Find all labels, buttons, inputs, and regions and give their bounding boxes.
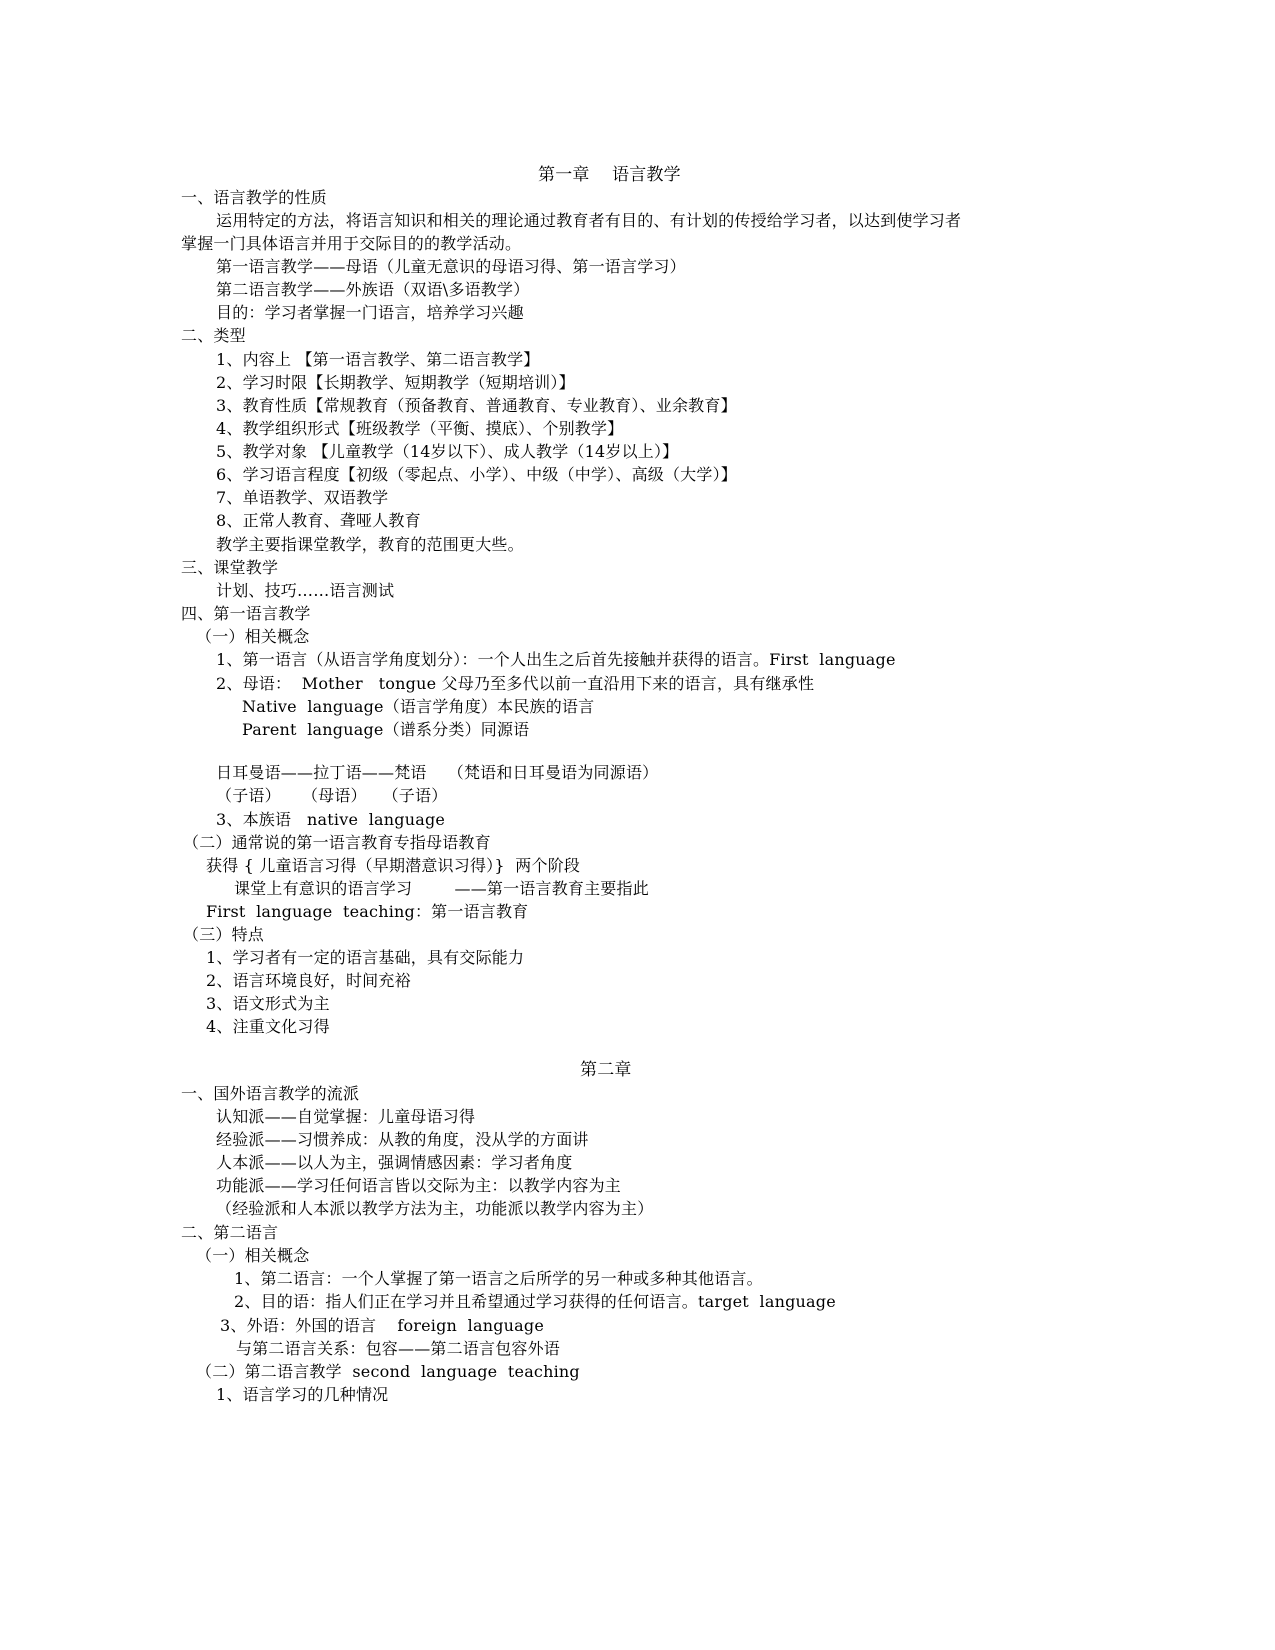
text-line: 课堂上有意识的语言学习 ——第一语言教育主要指此	[234, 879, 649, 898]
list-item: 5、教学对象 【儿童教学（14岁以下）、成人教学（14岁以上）】	[216, 442, 679, 461]
list-item: 经验派——习惯养成：从教的角度，没从学的方面讲	[216, 1130, 589, 1149]
text-line: 1、第一语言（从语言学角度划分）：一个人出生之后首先接触并获得的语言。First language	[216, 650, 896, 669]
list-item: 6、学习语言程度【初级（零起点、小学）、中级（中学）、高级（大学）】	[216, 465, 737, 484]
chapter-title: 第一章 语言教学	[538, 165, 681, 185]
subsection-heading: （二）第二语言教学 second language teaching	[196, 1362, 580, 1381]
list-item: 3、教育性质【常规教育（预备教育、普通教育、专业教育）、业余教育】	[216, 396, 737, 415]
text-line: （子语） （母语） （子语）	[216, 786, 448, 805]
text-line: 2、目的语：指人们正在学习并且希望通过学习获得的任何语言。target language	[234, 1292, 836, 1311]
text-line: First language teaching：第一语言教育	[206, 902, 529, 921]
paragraph-line: 掌握一门具体语言并用于交际目的的教学活动。	[181, 234, 522, 253]
section-heading: 二、第二语言	[181, 1223, 279, 1242]
text-line: 计划、技巧……语言测试	[216, 581, 395, 600]
chapter-title: 第二章	[580, 1060, 632, 1080]
text-line: 第二语言教学——外族语（双语\多语教学）	[216, 280, 530, 299]
list-item: 7、单语教学、双语教学	[216, 488, 389, 507]
list-item: 2、学习时限【长期教学、短期教学（短期培训）】	[216, 373, 575, 392]
text-line: （经验派和人本派以教学方法为主，功能派以教学内容为主）	[216, 1199, 654, 1218]
text-line: 3、本族语 native language	[216, 810, 446, 829]
text-line: 1、语言学习的几种情况	[216, 1385, 389, 1404]
list-item: 1、学习者有一定的语言基础，具有交际能力	[206, 948, 525, 967]
list-item: 8、正常人教育、聋哑人教育	[216, 511, 421, 530]
list-item: 4、教学组织形式【班级教学（平衡、摸底）、个别教学】	[216, 419, 624, 438]
text-line: 3、外语：外国的语言 foreign language	[220, 1316, 544, 1335]
list-item: 3、语文形式为主	[206, 994, 330, 1013]
subsection-heading: （二）通常说的第一语言教育专指母语教育	[183, 833, 491, 852]
text-line: Native language（语言学角度）本民族的语言	[242, 697, 595, 716]
section-heading: 四、第一语言教学	[181, 604, 311, 623]
subsection-heading: （三）特点	[183, 925, 265, 944]
text-line: 获得 { 儿童语言习得（早期潜意识习得）} 两个阶段	[206, 856, 581, 875]
list-item: 2、语言环境良好，时间充裕	[206, 971, 411, 990]
list-item: 4、注重文化习得	[206, 1017, 330, 1036]
subsection-heading: （一）相关概念	[196, 1246, 310, 1265]
text-line: 日耳曼语——拉丁语——梵语 （梵语和日耳曼语为同源语）	[216, 763, 659, 782]
text-line: 2、母语： Mother tongue 父母乃至多代以前一直沿用下来的语言，具有继承性	[216, 674, 815, 693]
section-heading: 三、课堂教学	[181, 558, 279, 577]
list-item: 人本派——以人为主，强调情感因素：学习者角度	[216, 1153, 573, 1172]
text-line: 1、第二语言：一个人掌握了第一语言之后所学的另一种或多种其他语言。	[234, 1269, 763, 1288]
text-line: 与第二语言关系：包容——第二语言包容外语	[236, 1339, 561, 1358]
subsection-heading: （一）相关概念	[196, 627, 310, 646]
section-heading: 一、语言教学的性质	[181, 188, 327, 207]
list-item: 1、内容上 【第一语言教学、第二语言教学】	[216, 350, 540, 369]
text-line: 目的：学习者掌握一门语言，培养学习兴趣	[216, 303, 524, 322]
paragraph-line: 运用特定的方法，将语言知识和相关的理论通过教育者有目的、有计划的传授给学习者，以达到使学习者	[216, 211, 962, 230]
text-line: 教学主要指课堂教学，教育的范围更大些。	[216, 535, 524, 554]
list-item: 功能派——学习任何语言皆以交际为主：以教学内容为主	[216, 1176, 622, 1195]
list-item: 认知派——自觉掌握：儿童母语习得	[216, 1107, 476, 1126]
text-line: Parent language（谱系分类）同源语	[242, 720, 530, 739]
section-heading: 二、类型	[181, 326, 246, 345]
text-line: 第一语言教学——母语（儿童无意识的母语习得、第一语言学习）	[216, 257, 686, 276]
section-heading: 一、国外语言教学的流派	[181, 1084, 360, 1103]
